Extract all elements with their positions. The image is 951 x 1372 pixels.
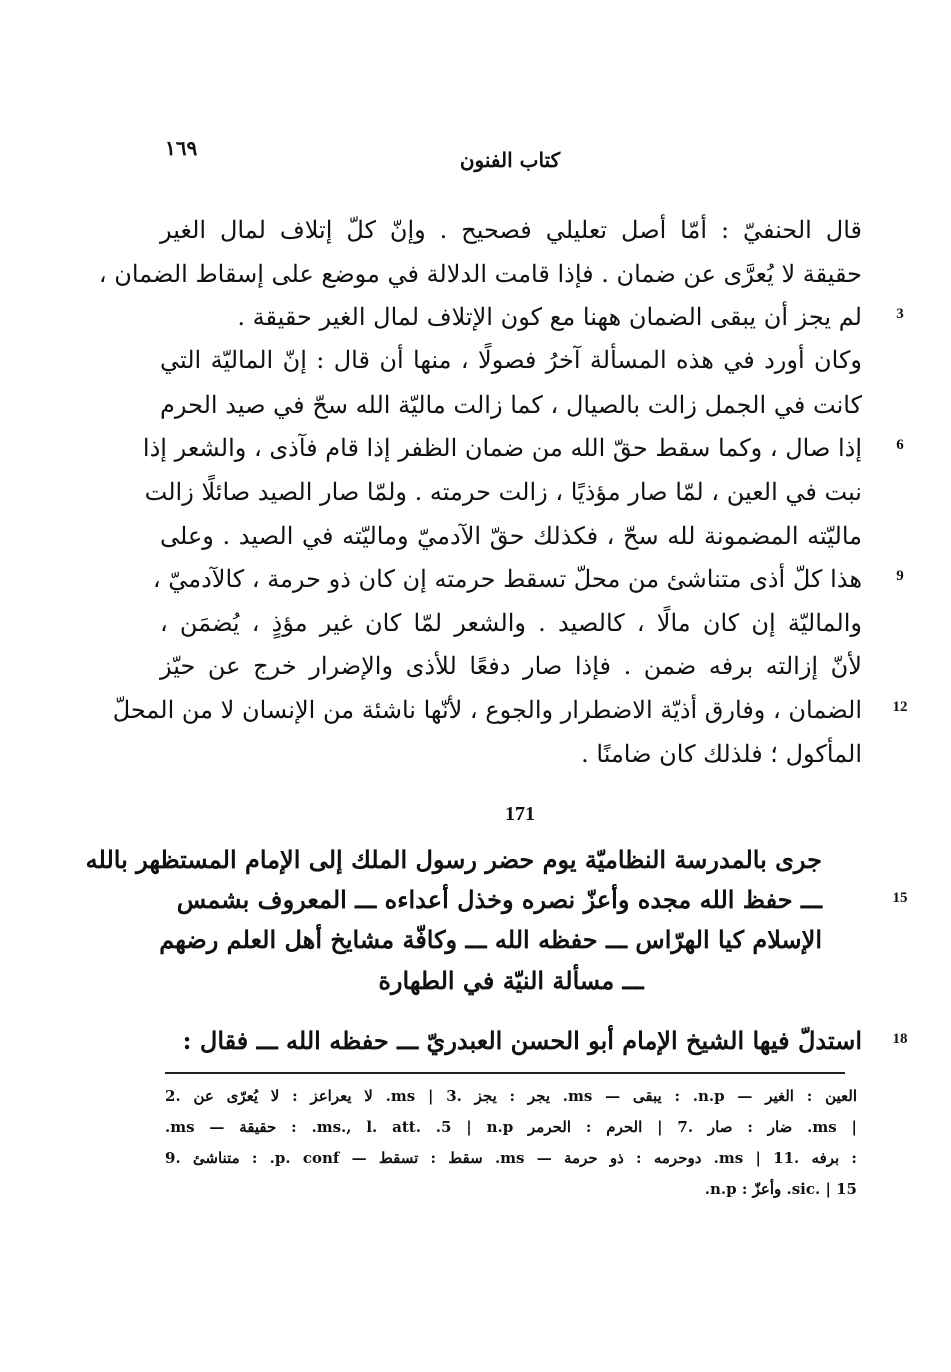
section-heading-line: جرى بالمدرسة النظاميّة يوم حضر رسول الملك إلى الإمام المستظهر بالله xyxy=(85,845,822,874)
body-line: وكان أورد في هذه المسألة آخرُ فصولًا ، منها أن قال : إنّ الماليّة التي xyxy=(160,346,862,374)
body-line: قال الحنفيّ : أمّا أصل تعليلي فصحيح . وإنّ كلّ إتلاف لمال الغير xyxy=(160,216,862,244)
footnote-line: العين : الغير — n.p. : يبقى — ms. يجر : يجز .3 | ms. لا يعراعز : لا يُعرّى عن .2 xyxy=(165,1087,857,1105)
body-line: هذا كلّ أذى متناشئ من محلّ تسقط حرمته إن كان ذو حرمة ، كالآدميّ ، xyxy=(152,565,862,593)
section-heading-line: ـــ حفظ الله مجده وأعزّ نصره وخذل أعداءه ـــ المعروف بشمس xyxy=(176,885,822,914)
body-line: ماليّته المضمونة لله سحّ ، فكذلك حقّ الآدميّ وماليّته في الصيد . وعلى xyxy=(160,522,862,550)
line-number: 18 xyxy=(892,1031,908,1047)
body-line: نبت في العين ، لمّا صار مؤذيًا ، زالت حرمته . ولمّا صار الصيد صائلًا زالت xyxy=(144,478,862,506)
body-line: المأكول ؛ فلذلك كان ضامنًا . xyxy=(581,740,862,768)
line-number: 3 xyxy=(896,306,904,322)
body-line: والماليّة إن كان مالًا ، كالصيد . والشعر لمّا كان غير مؤذٍ ، يُضمَن ، xyxy=(160,609,862,637)
body-line: حقيقة لا يُعرَّى عن ضمان . فإذا قامت الدلالة في موضع على إسقاط الضمان ، xyxy=(98,260,862,288)
line-number: 15 xyxy=(892,890,908,906)
body-line: لأنّ إزالته برفه ضمن . فإذا صار دفعًا للأذى والإضرار خرج عن حيّز xyxy=(160,652,862,680)
footnote-divider xyxy=(165,1072,845,1074)
line-number: 6 xyxy=(896,437,904,453)
footnote-line: sic. | 15. وأعزّ : n.p. xyxy=(704,1180,857,1198)
footnote-line: | ms. ضار : صار .7 | الحرم : الحرمر ms., l. att. .5 | n.p. : حقيقة — ms. xyxy=(165,1118,857,1136)
section-heading-line: ـــ مسألة النيّة في الطهارة xyxy=(378,966,644,995)
line-number: 12 xyxy=(892,699,908,715)
body-line: كانت في الجمل زالت بالصيال ، كما زالت ماليّة الله سحّ في صيد الحرم xyxy=(160,391,862,419)
closing-line: استدلّ فيها الشيخ الإمام أبو الحسن العبدريّ ـــ حفظه الله ـــ فقال : xyxy=(182,1026,862,1055)
body-line: الضمان ، وفارق أذيّة الاضطرار والجوع ، لأنّها ناشئة من الإنسان لا من المحلّ xyxy=(112,696,862,724)
body-line: لم يجز أن يبقى الضمان ههنا مع كون الإتلاف لمال الغير حقيقة . xyxy=(237,303,862,331)
section-heading-line: الإسلام كيا الهرّاس ـــ حفظه الله ـــ وكافّة مشايخ أهل العلم رضهم xyxy=(159,925,822,954)
running-header-title: كتاب الفنون xyxy=(459,148,561,172)
page-number: ١٦٩ xyxy=(165,136,198,160)
footnote-line: : برفه .11 | ms. دوحرمه : ذو حرمة — ms. سقط : تسقط — p. conf. : متناشئ .9 xyxy=(165,1149,857,1167)
line-number: 9 xyxy=(896,568,904,584)
section-number: 171 xyxy=(505,803,535,825)
body-line: إذا صال ، وكما سقط حقّ الله من ضمان الظفر إذا قام فآذى ، والشعر إذا xyxy=(142,434,862,462)
